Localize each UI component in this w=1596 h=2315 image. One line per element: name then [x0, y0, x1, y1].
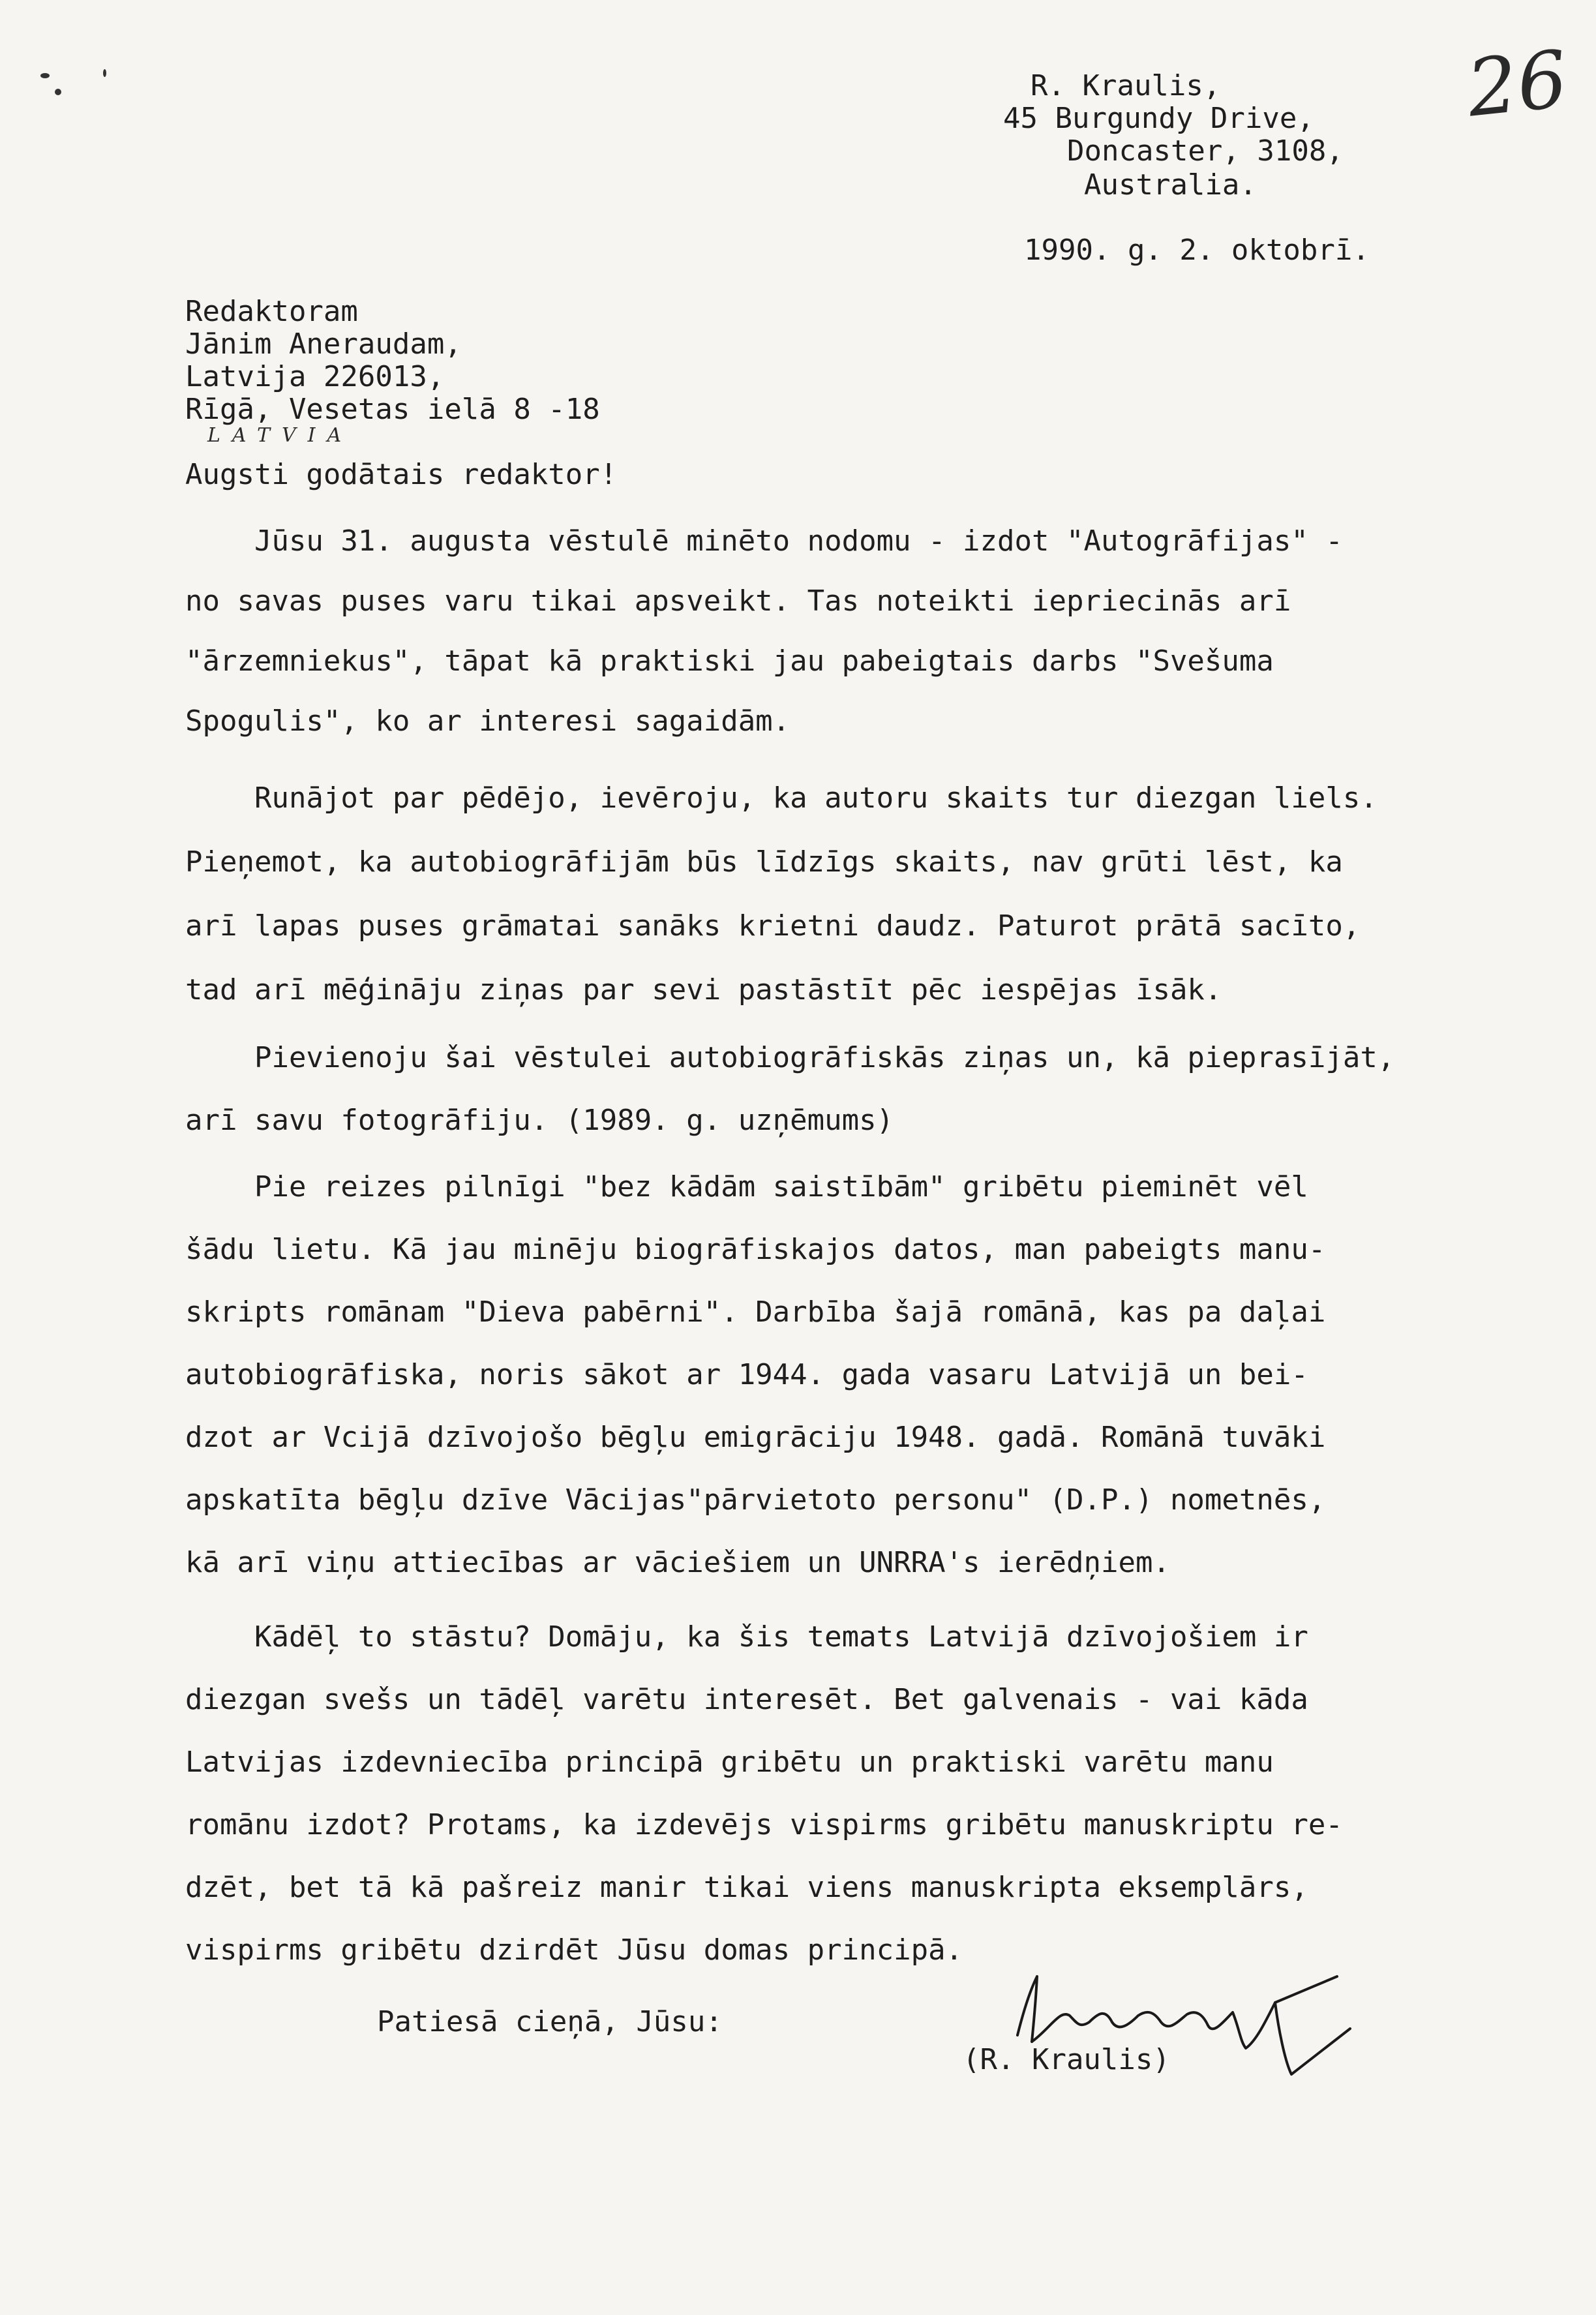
body-line: diezgan svešs un tādēļ varētu interesēt. Bet galvenais - vai kāda: [185, 1683, 1308, 1716]
body-line: dzot ar Vcijā dzīvojošo bēgļu emigrāciju 1948. gadā. Romānā tuvāki: [185, 1421, 1326, 1454]
sender-country: Australia.: [1084, 168, 1257, 202]
sender-street: 45 Burgundy Drive,: [1003, 102, 1314, 135]
body-line: dzēt, bet tā kā pašreiz manir tikai viens manuskripta eksemplārs,: [185, 1871, 1308, 1904]
sender-name: R. Kraulis,: [1031, 69, 1221, 102]
closing: Patiesā cieņā, Jūsu:: [377, 2005, 723, 2038]
body-line: autobiogrāfiska, noris sākot ar 1944. gada vasaru Latvijā un bei-: [185, 1358, 1308, 1391]
body-line: Jūsu 31. augusta vēstulē minēto nodomu - izdot "Autogrāfijas" -: [185, 524, 1343, 558]
body-line: kā arī viņu attiecības ar vāciešiem un UNRRA's ierēdņiem.: [185, 1546, 1170, 1579]
body-line: vispirms gribētu dzirdēt Jūsu domas principā.: [185, 1933, 963, 1967]
body-line: arī savu fotogrāfiju. (1989. g. uzņēmums): [185, 1104, 894, 1137]
recipient-line-3: Latvija 226013,: [185, 360, 445, 393]
body-line: skripts romānam "Dieva pabērni". Darbība šajā romānā, kas pa daļai: [185, 1295, 1326, 1329]
body-line: šādu lietu. Kā jau minēju biogrāfiskajos datos, man pabeigts manu-: [185, 1233, 1326, 1266]
paper-speck: [40, 73, 50, 78]
paper-speck: [55, 89, 61, 95]
recipient-line-4: Rīgā, Vesetas ielā 8 -18: [185, 393, 600, 426]
handwritten-country: LATVIA: [207, 424, 354, 447]
letter-date: 1990. g. 2. oktobrī.: [1024, 234, 1370, 267]
sender-city: Doncaster, 3108,: [1067, 134, 1344, 168]
body-line: Spogulis", ko ar interesi sagaidām.: [185, 704, 790, 738]
body-line: Kādēļ to stāstu? Domāju, ka šis temats Latvijā dzīvojošiem ir: [185, 1620, 1308, 1654]
body-line: Latvijas izdevniecība principā gribētu un praktiski varētu manu: [185, 1746, 1274, 1779]
recipient-line-1: Redaktoram: [185, 295, 358, 328]
body-line: no savas puses varu tikai apsveikt. Tas noteikti iepriecinās arī: [185, 584, 1291, 618]
paper-speck: [103, 69, 106, 77]
body-line: Runājot par pēdējo, ievēroju, ka autoru skaits tur diezgan liels.: [185, 781, 1378, 815]
body-line: Pievienoju šai vēstulei autobiogrāfiskās ziņas un, kā pieprasījāt,: [185, 1041, 1395, 1074]
body-line: Pieņemot, ka autobiogrāfijām būs līdzīgs skaits, nav grūti lēst, ka: [185, 845, 1343, 879]
salutation: Augsti godātais redaktor!: [185, 458, 618, 491]
body-line: "ārzemniekus", tāpat kā praktiski jau pabeigtais darbs "Svešuma: [185, 644, 1274, 678]
recipient-line-2: Jānim Aneraudam,: [185, 327, 462, 361]
body-line: tad arī mēģināju ziņas par sevi pastāstīt pēc iespējas īsāk.: [185, 973, 1222, 1006]
body-line: romānu izdot? Protams, ka izdevējs vispirms gribētu manuskriptu re-: [185, 1808, 1343, 1841]
signature-name: (R. Kraulis): [963, 2043, 1170, 2076]
body-line: apskatīta bēgļu dzīve Vācijas"pārvietoto personu" (D.P.) nometnēs,: [185, 1483, 1326, 1517]
handwritten-page-number: 26: [1463, 34, 1572, 135]
body-line: Pie reizes pilnīgi "bez kādām saistībām" gribētu pieminēt vēl: [185, 1170, 1308, 1203]
body-line: arī lapas puses grāmatai sanāks krietni daudz. Paturot prātā sacīto,: [185, 909, 1361, 943]
